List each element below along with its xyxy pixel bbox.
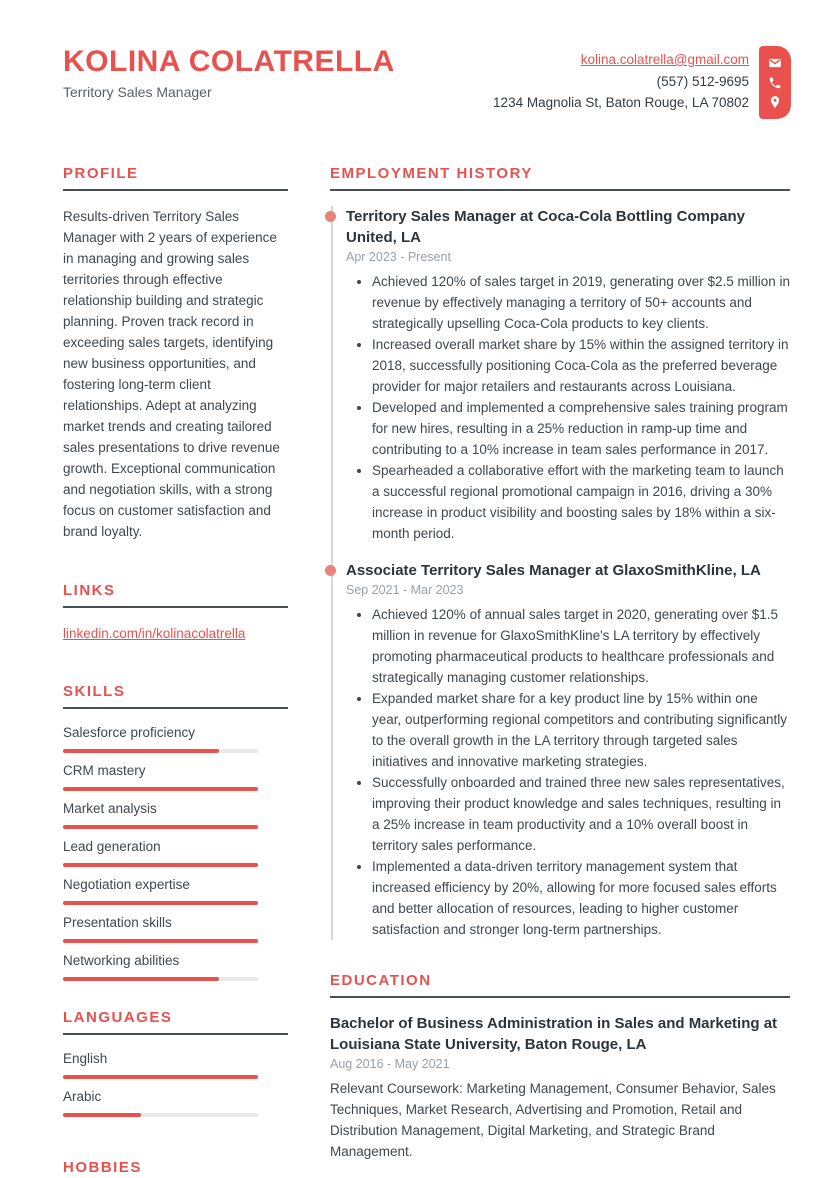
- skill-item: [63, 838, 288, 867]
- job-bullet: • Achieved 120% of sales target in 2019, generating over $2.5 million in revenue by effectively managing a territory of 50+ accounts and strategically upselling Coca-Cola products to key clients.: [372, 271, 790, 334]
- skill-label: Salesforce proficiency: [63, 725, 196, 740]
- sidebar: [63, 165, 288, 1178]
- language-bar-fill: [63, 1113, 141, 1117]
- skill-bar-fill: [63, 825, 258, 829]
- job-bullet: • Implemented a data-driven territory management system that increased efficiency by 20%, allowing for more focused sales efforts and better allocation of resources, leading to higher customer satisfaction and stronger long-term partnerships.: [372, 856, 790, 940]
- job-bullet: • Developed and implemented a comprehensive sales training program for new hires, resulting in a 25% reduction in ramp-up time and contributing to a 10% increase in team sales performance in 2017.: [372, 397, 790, 460]
- language-label: English: [63, 1051, 108, 1066]
- skill-item: [63, 800, 288, 829]
- skill-bar: [63, 749, 258, 753]
- job-entry: [346, 206, 790, 560]
- language-bar: [63, 1075, 258, 1079]
- skill-bar: [63, 787, 258, 791]
- skill-item: [63, 762, 288, 791]
- skill-label: Lead generation: [63, 839, 161, 854]
- skill-bar-fill: [63, 901, 258, 905]
- profile-section: [63, 165, 288, 542]
- contact-block: [493, 46, 749, 114]
- language-item: [63, 1088, 288, 1117]
- job-bullets: [346, 271, 790, 544]
- skill-item: [63, 876, 288, 905]
- linkedin-link[interactable]: linkedin.com/in/kolinacolatrella: [63, 626, 246, 641]
- language-bar-fill: [63, 1075, 258, 1079]
- job-dates: Sep 2021 - Mar 2023: [346, 583, 464, 597]
- phone-icon: [768, 76, 782, 90]
- education-entry: [330, 1013, 790, 1162]
- language-item: [63, 1050, 288, 1079]
- skill-label: Networking abilities: [63, 953, 180, 968]
- contact-icon-tab: [759, 46, 791, 119]
- job-entry: [346, 560, 790, 940]
- job-title: Associate Territory Sales Manager at GlaxoSmithKline, LA: [346, 562, 761, 579]
- employment-section: [330, 165, 790, 940]
- job-bullet: • Successfully onboarded and trained three new sales representatives, improving their product knowledge and sales techniques, resulting in a 25% increase in team productivity and a 10% overall boost in territory sales performance.: [372, 772, 790, 856]
- header: [0, 0, 833, 119]
- skill-bar: [63, 939, 258, 943]
- skill-bar: [63, 977, 258, 981]
- education-dates: Aug 2016 - May 2021: [330, 1057, 450, 1071]
- skill-bar: [63, 825, 258, 829]
- languages-section: [63, 1009, 288, 1117]
- languages-heading: LANGUAGES: [63, 1009, 288, 1035]
- email-link[interactable]: kolina.colatrella@gmail.com: [580, 52, 749, 67]
- education-heading: EDUCATION: [330, 972, 790, 998]
- job-bullet: • Spearheaded a collaborative effort with the marketing team to launch a successful regional promotional campaign in 2016, driving a 30% increase in product visibility and boosting sales by 18% within a six-month period.: [372, 460, 790, 544]
- header-identity: [63, 46, 395, 100]
- timeline-dot: [325, 211, 336, 222]
- skill-bar-fill: [63, 977, 219, 981]
- employment-heading: EMPLOYMENT HISTORY: [330, 165, 790, 191]
- main-column: [330, 165, 790, 1178]
- skill-label: Market analysis: [63, 801, 157, 816]
- skill-bar-fill: [63, 939, 258, 943]
- candidate-name: KOLINA COLATRELLA: [63, 45, 395, 78]
- skills-section: [63, 683, 288, 981]
- education-section: [330, 972, 790, 1162]
- education-description: Relevant Coursework: Marketing Management, Consumer Behavior, Sales Techniques, Market Research, Advertising and Promotion, Retail and Distribution Management, Digital Marketing, and Strategic Brand Management.: [330, 1081, 776, 1159]
- candidate-job-title: Territory Sales Manager: [63, 84, 212, 100]
- profile-text: Results-driven Territory Sales Manager with 2 years of experience in managing and growing sales territories through effective relationship building and strategic planning. Proven track record in exceeding sales targets, identifying new business opportunities, and fostering long-term client relationships. Adept at analyzing market trends and creating tailored sales presentations to drive revenue growth. Exceptional communication and negotiation skills, with a strong focus on customer satisfaction and brand loyalty.: [63, 209, 280, 539]
- language-bar: [63, 1113, 258, 1117]
- job-bullet: • Increased overall market share by 15% within the assigned territory in 2018, successfully positioning Coca-Cola as the preferred beverage provider for major retailers and restaurants across Louisiana.: [372, 334, 790, 397]
- location-pin-icon: [768, 95, 782, 109]
- skill-bar: [63, 901, 258, 905]
- skill-label: CRM mastery: [63, 763, 146, 778]
- skill-label: Negotiation expertise: [63, 877, 190, 892]
- skill-item: [63, 952, 288, 981]
- skill-item: [63, 914, 288, 943]
- skill-label: Presentation skills: [63, 915, 172, 930]
- job-bullets: [346, 604, 790, 940]
- job-dates: Apr 2023 - Present: [346, 250, 451, 264]
- job-bullet: • Expanded market share for a key product line by 15% within one year, outperforming regional competitors and contributing significantly to the overall growth in the LA territory through targeted sales initiatives and innovative marketing strategies.: [372, 688, 790, 772]
- header-contact: [493, 46, 791, 119]
- postal-address: 1234 Magnolia St, Baton Rouge, LA 70802: [493, 95, 749, 110]
- content: [0, 165, 833, 1178]
- skill-item: [63, 724, 288, 753]
- job-title: Territory Sales Manager at Coca-Cola Bottling Company United, LA: [346, 208, 745, 246]
- skills-heading: SKILLS: [63, 683, 288, 709]
- skill-bar: [63, 863, 258, 867]
- envelope-icon: [768, 56, 782, 70]
- hobbies-heading: HOBBIES: [63, 1159, 288, 1178]
- skill-bar-fill: [63, 787, 258, 791]
- phone-number: (557) 512-9695: [656, 73, 749, 89]
- skill-bar-fill: [63, 863, 258, 867]
- skill-bar-fill: [63, 749, 219, 753]
- education-title: Bachelor of Business Administration in Sales and Marketing at Louisiana State University, Baton Rouge, LA: [330, 1015, 778, 1053]
- links-section: [63, 582, 288, 643]
- profile-heading: PROFILE: [63, 165, 288, 191]
- language-label: Arabic: [63, 1089, 102, 1104]
- hobbies-section: [63, 1159, 288, 1178]
- employment-timeline: [331, 206, 790, 940]
- timeline-dot: [325, 565, 336, 576]
- links-heading: LINKS: [63, 582, 288, 608]
- job-bullet: • Achieved 120% of annual sales target in 2020, generating over $1.5 million in revenue for GlaxoSmithKline's LA territory by effectively promoting pharmaceutical products to healthcare professionals and strategically managing customer relationships.: [372, 604, 790, 688]
